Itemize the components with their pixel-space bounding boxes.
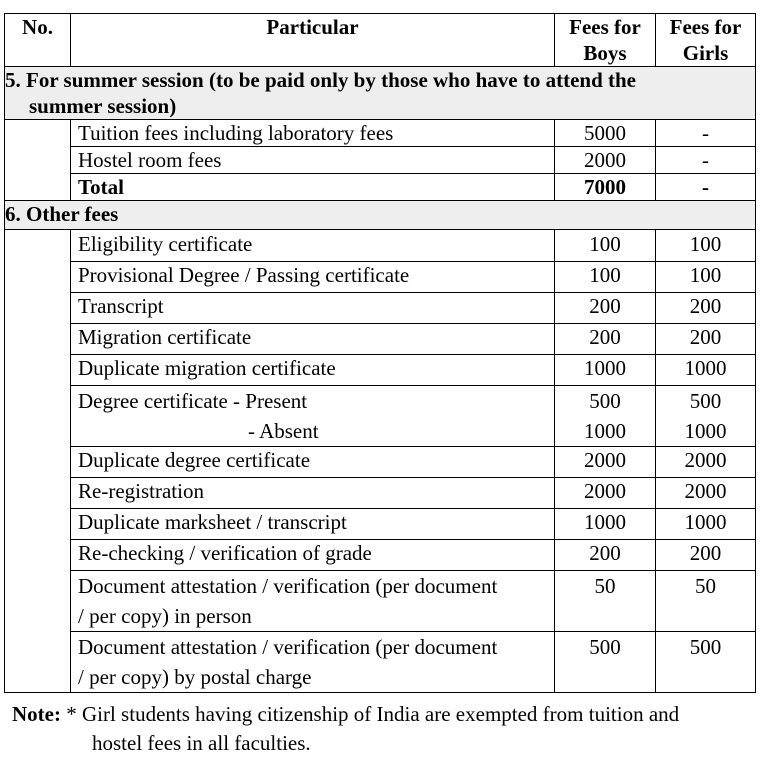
table-row xyxy=(5,230,756,262)
row-label: Duplicate degree certificate xyxy=(71,447,555,478)
fee-girls: 200 xyxy=(656,540,756,571)
row-label: Migration certificate xyxy=(71,324,555,355)
empty-no-cell xyxy=(5,230,71,693)
fee-girls: 100 xyxy=(656,262,756,293)
fee-boys: 1000 xyxy=(555,509,656,540)
fee-boys: 500 1000 xyxy=(555,386,656,447)
table-row xyxy=(5,324,756,355)
total-row xyxy=(5,174,756,201)
section-6-title: 6. Other fees xyxy=(5,201,756,230)
row-label: Re-registration xyxy=(71,478,555,509)
fee-boys: 2000 xyxy=(555,447,656,478)
footnote xyxy=(12,700,772,758)
fee-girls: - xyxy=(656,120,756,147)
fee-girls: 1000 xyxy=(656,355,756,386)
total-boys: 7000 xyxy=(555,174,656,201)
fee-boys: 500 xyxy=(555,632,656,693)
row-label: Duplicate migration certificate xyxy=(71,355,555,386)
table-row xyxy=(5,632,756,693)
table-row xyxy=(5,571,756,632)
fee-boys: 2000 xyxy=(555,478,656,509)
header-no: No. xyxy=(5,14,71,67)
table-row xyxy=(5,509,756,540)
table-row xyxy=(5,147,756,174)
fee-girls: 200 xyxy=(656,324,756,355)
table-row xyxy=(5,447,756,478)
row-label: Re-checking / verification of grade xyxy=(71,540,555,571)
fee-boys: 200 xyxy=(555,324,656,355)
fee-girls: 1000 xyxy=(656,509,756,540)
section-6-heading-row xyxy=(5,201,756,230)
fee-boys: 200 xyxy=(555,540,656,571)
fee-boys: 1000 xyxy=(555,355,656,386)
table-row xyxy=(5,355,756,386)
total-girls: - xyxy=(656,174,756,201)
fee-girls: - xyxy=(656,147,756,174)
row-label: Degree certificate - Present - Absent xyxy=(71,386,555,447)
note-line-1: * Girl students having citizenship of India are exempted from tuition and xyxy=(60,702,680,726)
note-prefix: Note: xyxy=(12,702,61,726)
table-row xyxy=(5,262,756,293)
row-label: Tuition fees including laboratory fees xyxy=(71,120,555,147)
note-line-2: hostel fees in all faculties. xyxy=(92,731,311,755)
header-fees-girls: Fees for Girls xyxy=(656,14,756,67)
row-label: Document attestation / verification (per document / per copy) in person xyxy=(71,571,555,632)
row-label: Duplicate marksheet / transcript xyxy=(71,509,555,540)
table-row xyxy=(5,540,756,571)
section-5-title: 5. For summer session (to be paid only by those who have to attend the summer session) xyxy=(5,67,756,120)
fee-boys: 2000 xyxy=(555,147,656,174)
fee-girls: 2000 xyxy=(656,447,756,478)
row-label: Transcript xyxy=(71,293,555,324)
header-particular: Particular xyxy=(71,14,555,67)
header-fees-boys: Fees for Boys xyxy=(555,14,656,67)
row-label: Document attestation / verification (per document / per copy) by postal charge xyxy=(71,632,555,693)
fee-boys: 5000 xyxy=(555,120,656,147)
fee-boys: 50 xyxy=(555,571,656,632)
fee-boys: 100 xyxy=(555,230,656,262)
total-label: Total xyxy=(71,174,555,201)
fee-boys: 100 xyxy=(555,262,656,293)
table-row xyxy=(5,478,756,509)
fee-girls: 500 xyxy=(656,632,756,693)
fee-girls: 200 xyxy=(656,293,756,324)
row-label: Eligibility certificate xyxy=(71,230,555,262)
table-header-row xyxy=(5,14,756,67)
row-label: Provisional Degree / Passing certificate xyxy=(71,262,555,293)
fee-girls: 2000 xyxy=(656,478,756,509)
fee-girls: 50 xyxy=(656,571,756,632)
fee-boys: 200 xyxy=(555,293,656,324)
fees-table xyxy=(4,13,756,693)
table-row xyxy=(5,386,756,447)
table-row xyxy=(5,120,756,147)
row-label: Hostel room fees xyxy=(71,147,555,174)
empty-no-cell xyxy=(5,120,71,201)
fee-girls: 500 1000 xyxy=(656,386,756,447)
fee-girls: 100 xyxy=(656,230,756,262)
table-row xyxy=(5,293,756,324)
section-5-heading-row xyxy=(5,67,756,120)
